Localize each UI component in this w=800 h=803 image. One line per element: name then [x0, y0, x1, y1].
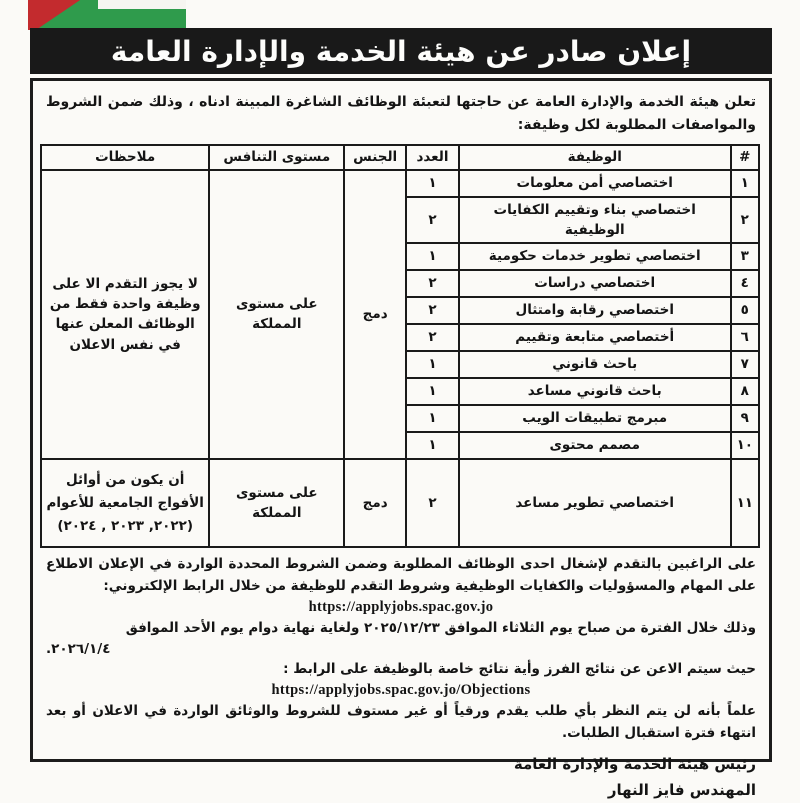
application-period-paragraph: وذلك خلال الفترة من صباح يوم الثلاثاء الموافق ٢٠٢٥/١٢/٢٣ ولغاية نهاية دوام يوم الأحد الموافق — [125, 620, 756, 637]
results-paragraph: حيث سيتم الاعن عن نتائج الفرز وأية نتائج خاصة بالوظيفة على الرابط : — [283, 660, 756, 677]
job-count: ٢ — [406, 297, 459, 324]
job-title: اختصاصي أمن معلومات — [459, 170, 731, 197]
footer-block — [42, 548, 760, 803]
competition-cell: على مستوى المملكة — [209, 459, 344, 547]
header-number: # — [731, 145, 759, 169]
table-row — [41, 170, 759, 197]
row-number: ٦ — [731, 324, 759, 351]
flag-white-stripe — [98, 0, 186, 9]
row-number: ٨ — [731, 378, 759, 405]
gender-cell: دمج — [344, 459, 406, 547]
row-number: ١ — [731, 170, 759, 197]
job-count: ٢ — [406, 324, 459, 351]
row-number: ١٠ — [731, 432, 759, 459]
header-gender: الجنس — [344, 145, 406, 169]
job-count: ١ — [406, 351, 459, 378]
job-count: ١ — [406, 378, 459, 405]
headline-bar — [30, 28, 772, 74]
job-count: ٢ — [406, 459, 459, 547]
gender-cell: دمج — [344, 170, 406, 460]
job-title: اختصاصي رقابة وامتثال — [459, 297, 731, 324]
signature-name: المهندس فايز النهار — [607, 780, 756, 799]
header-notes: ملاحظات — [41, 145, 209, 169]
intro-paragraph: تعلن هيئة الخدمة والإدارة العامة عن حاجتها لتعبئة الوظائف الشاغرة المبينة ادناه ، وذلك ضمن الشروط والمواصفات المطلوبة لكل وظيفة: — [46, 94, 756, 133]
objections-url: https://applyjobs.spac.gov.jo/Objections — [271, 682, 531, 699]
job-title: اختصاصي بناء وتقييم الكفايات الوظيفية — [459, 197, 731, 244]
job-title: باحث قانوني مساعد — [459, 378, 731, 405]
vacancies-table — [40, 144, 760, 548]
job-title: باحث قانوني — [459, 351, 731, 378]
disclaimer-paragraph: علماً بأنه لن يتم النظر بأي طلب يقدم ورقياً أو غير مستوف للشروط والوثائق الواردة في الاعلان أو بعد انتهاء فترة استقبال الطلبات. — [46, 703, 756, 741]
job-title: مصمم محتوى — [459, 432, 731, 459]
signature-title: رئيس هيئة الخدمة والإدارة العامة — [513, 754, 756, 773]
jordan-flag-fragment — [28, 0, 186, 30]
competition-cell: على مستوى المملكة — [209, 170, 344, 460]
row-number: ٩ — [731, 405, 759, 432]
row-number: ٢ — [731, 197, 759, 244]
table-header-row — [41, 145, 759, 169]
table-row — [41, 459, 759, 547]
apply-url: https://applyjobs.spac.gov.jo — [308, 599, 494, 616]
signature-block — [46, 751, 756, 803]
job-title: اختصاصي دراسات — [459, 270, 731, 297]
job-count: ٢ — [406, 197, 459, 244]
announcement-title: إعلان صادر عن هيئة الخدمة والإدارة العامة — [110, 34, 692, 68]
row-number: ٤ — [731, 270, 759, 297]
apply-instructions-paragraph: على الراغبين بالتقدم لإشغال احدى الوظائف المطلوبة وضمن الشروط المحددة الواردة في الإعلان الاطلاع على المهام والمسؤوليات والكفايات الوظيفية وشروط التقدم للوظيفة من خلال الرابط الإلكتروني: — [46, 556, 756, 594]
job-count: ١ — [406, 405, 459, 432]
header-job: الوظيفة — [459, 145, 731, 169]
notes-cell: أن يكون من أوائل الأفواج الجامعية للأعوام (٢٠٢٢, ٢٠٢٣ , ٢٠٢٤) — [41, 459, 209, 547]
row-number: ٧ — [731, 351, 759, 378]
row-number: ٣ — [731, 243, 759, 270]
job-title: مبرمج تطبيقات الويب — [459, 405, 731, 432]
announcement-body — [30, 78, 772, 799]
row-number: ٥ — [731, 297, 759, 324]
job-title: اختصاصي تطوير مساعد — [459, 459, 731, 547]
job-title: اختصاصي تطوير خدمات حكومية — [459, 243, 731, 270]
header-count: العدد — [406, 145, 459, 169]
header-competition: مستوى التنافس — [209, 145, 344, 169]
notes-cell: لا يجوز التقدم الا على وظيفة واحدة فقط من الوظائف المعلن عنها في نفس الاعلان — [41, 170, 209, 460]
job-count: ١ — [406, 432, 459, 459]
job-count: ١ — [406, 243, 459, 270]
job-title: أختصاصي متابعة وتقييم — [459, 324, 731, 351]
job-count: ١ — [406, 170, 459, 197]
row-number: ١١ — [731, 459, 759, 547]
end-date: ٢٠٢٦/١/٤. — [46, 640, 111, 657]
job-count: ٢ — [406, 270, 459, 297]
